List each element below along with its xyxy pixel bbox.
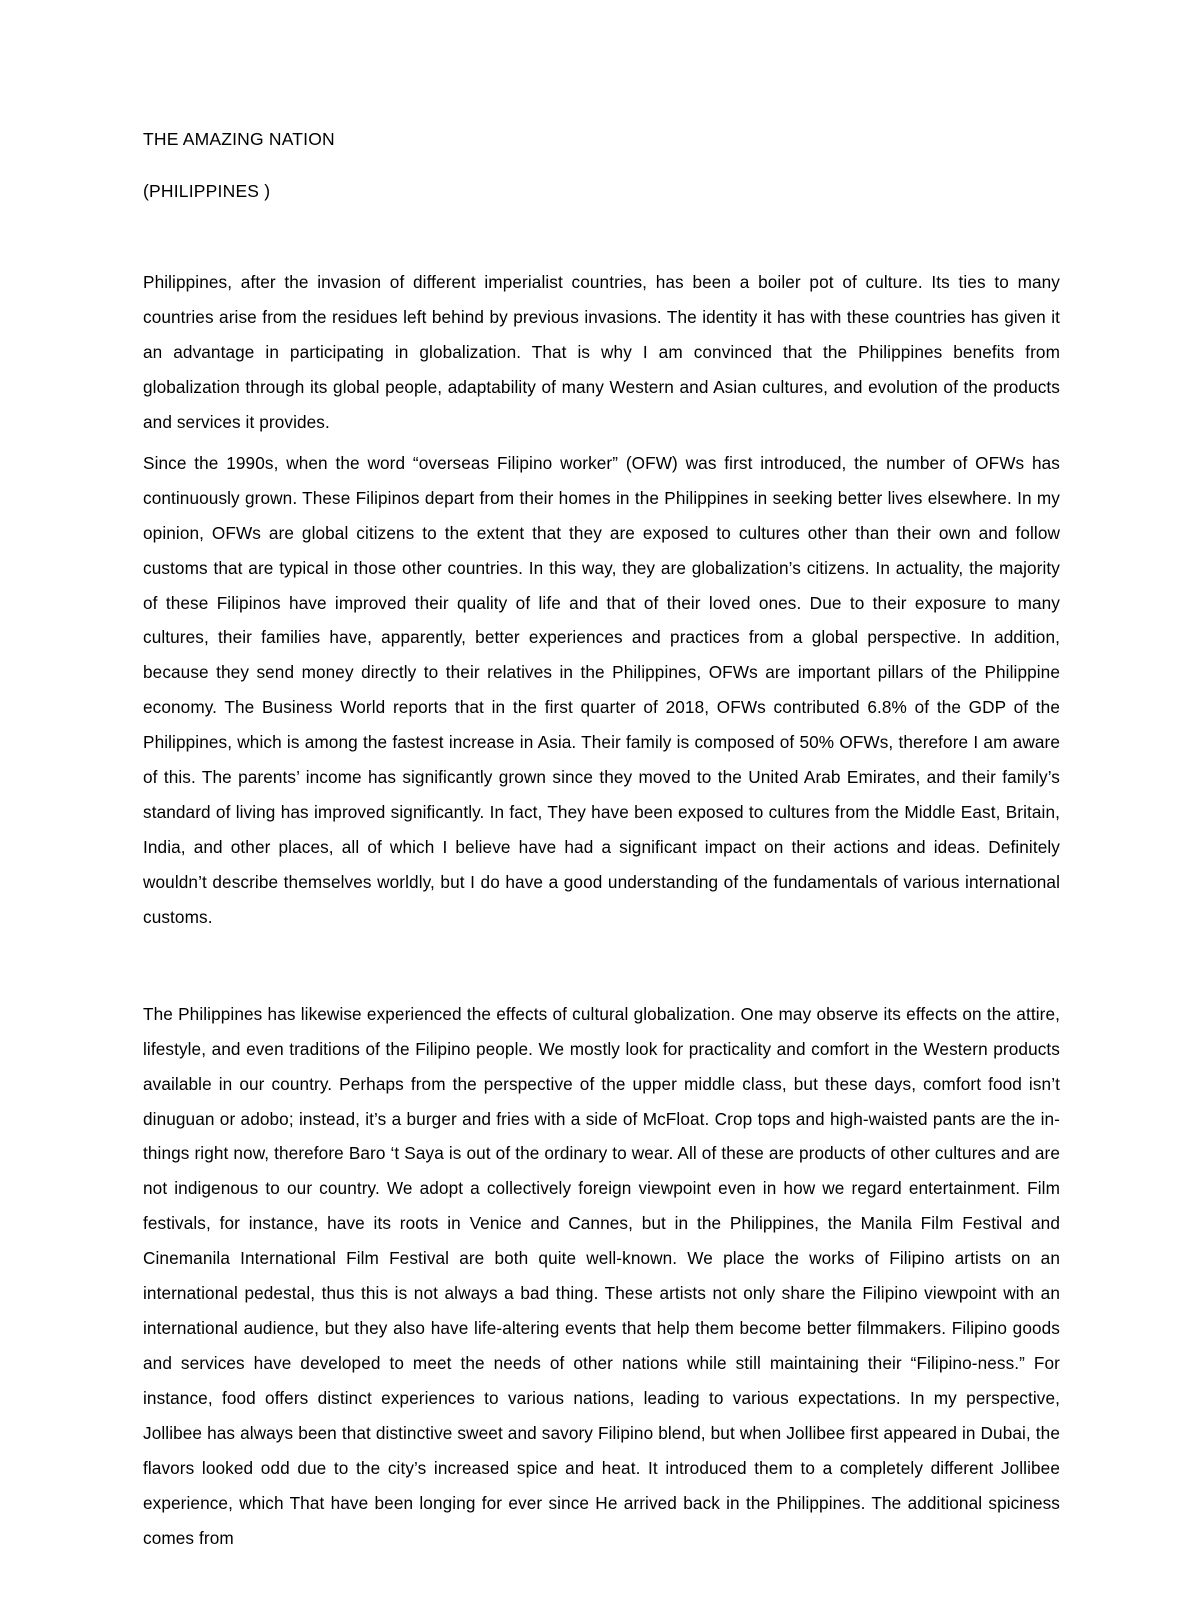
document-title: THE AMAZING NATION bbox=[143, 129, 335, 149]
body-paragraph-3: The Philippines has likewise experienced the effects of cultural globalization. One may observe its effects on the attire, lifestyle, and even traditions of the Filipino people. We mostly look for practicality and comfort in the Western products available in our country. Perhaps from the perspective of the upper middle class, but these days, comfort food isn’t dinuguan or adobo; instead, it’s a burger and fries with a side of McFloat. Crop tops and high-waisted pants are the in-things right now, therefore Baro ‘t Saya is out of the ordinary to wear. All of these are products of other cultures and are not indigenous to our country. We adopt a collectively foreign viewpoint even in how we regard entertainment. Film festivals, for instance, have its roots in Venice and Cannes, but in the Philippines, the Manila Film Festival and Cinemanila International Film Festival are both quite well-known. We place the works of Filipino artists on an international pedestal, thus this is not always a bad thing. These artists not only share the Filipino viewpoint with an international audience, but they also have life-altering events that help them become better filmmakers. Filipino goods and services have developed to meet the needs of other nations while still maintaining their “Filipino-ness.” For instance, food offers distinct experiences to various nations, leading to various expectations. In my perspective, Jollibee has always been that distinctive sweet and savory Filipino blend, but when Jollibee first appeared in Dubai, the flavors looked odd due to the city’s increased spice and heat. It introduced them to a completely different Jollibee experience, which That have been longing for ever since He arrived back in the Philippines. The additional spiciness comes from bbox=[143, 1003, 1060, 1548]
body-paragraph-1: Philippines, after the invasion of different imperialist countries, has been a boiler pot of culture. Its ties to many countries arise from the residues left behind by previous invasions. The identity it has with these countries has given it an advantage in participating in globalization. That is why I am convinced that the Philippines benefits from globalization through its global people, adaptability of many Western and Asian cultures, and evolution of the products and services it provides. bbox=[143, 272, 1060, 432]
document-subtitle: (PHILIPPINES ) bbox=[143, 180, 271, 201]
body-paragraph-2: Since the 1990s, when the word “overseas Filipino worker” (OFW) was first introduced, the number of OFWs has continuously grown. These Filipinos depart from their homes in the Philippines in seeking better lives elsewhere. In my opinion, OFWs are global citizens to the extent that they are exposed to cultures other than their own and follow customs that are typical in those other countries. In this way, they are globalization’s citizens. In actuality, the majority of these Filipinos have improved their quality of life and that of their loved ones. Due to their exposure to many cultures, their families have, apparently, better experiences and practices from a global perspective. In addition, because they send money directly to their relatives in the Philippines, OFWs are important pillars of the Philippine economy. The Business World reports that in the first quarter of 2018, OFWs contributed 6.8% of the GDP of the Philippines, which is among the fastest increase in Asia. Their family is composed of 50% OFWs, therefore I am aware of this. The parents’ income has significantly grown since they moved to the United Arab Emirates, and their family’s standard of living has improved significantly. In fact, They have been exposed to cultures from the Middle East, Britain, India, and other places, all of which I believe have had a significant impact on their actions and ideas. Definitely wouldn’t describe themselves worldly, but I do have a good understanding of the fundamentals of various international customs. bbox=[143, 452, 1060, 927]
